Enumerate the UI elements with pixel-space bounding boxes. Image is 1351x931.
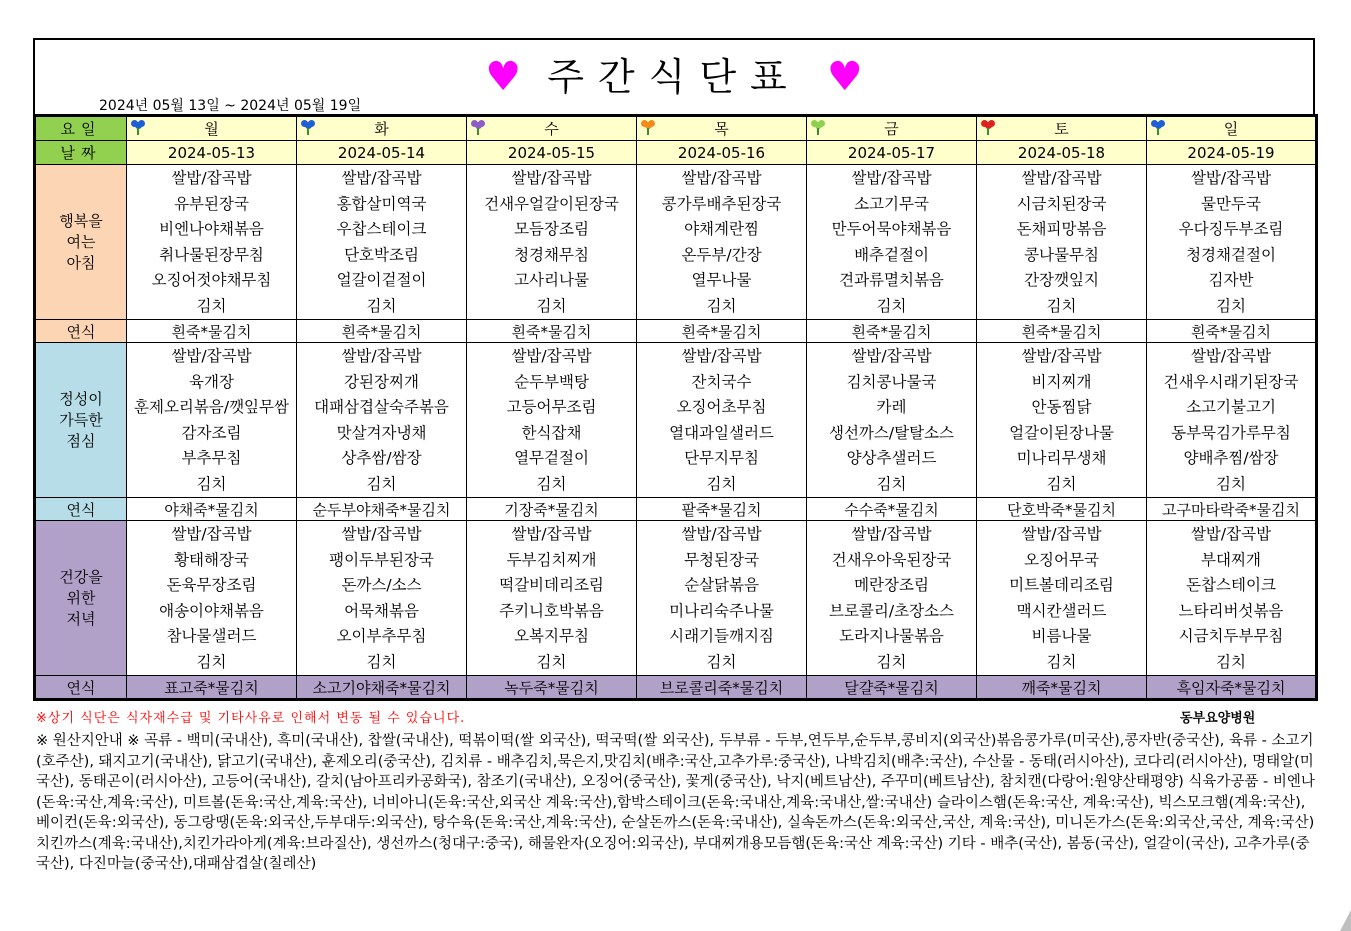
heart-icon-right: ♥	[826, 54, 863, 100]
day-header	[637, 116, 807, 141]
menu-item: 쌀밥/잡곡밥	[681, 169, 762, 187]
day-date: 2024-05-18	[977, 141, 1147, 165]
dinner-label-line: 저녁	[66, 609, 96, 628]
menu-item: 팽이두부된장국	[329, 550, 434, 569]
menu-item: 김치	[536, 652, 567, 671]
menu-item: 쌀밥/잡곡밥	[851, 347, 932, 365]
dinner-label-line: 건강을	[59, 567, 103, 586]
menu-item: 무청된장국	[684, 550, 759, 569]
dinner-label-line: 위한	[66, 588, 96, 607]
menu-item: 열무나물	[691, 271, 752, 289]
dinner-cell	[977, 521, 1147, 676]
flower-icon	[811, 120, 825, 134]
menu-item: 김치	[876, 652, 907, 671]
menu-item: 양배추찜/쌈장	[1183, 449, 1279, 467]
breakfast-cell	[467, 165, 637, 320]
lunch-label	[35, 343, 127, 498]
menu-item: 쌀밥/잡곡밥	[1021, 169, 1102, 187]
menu-item: 열무겉절이	[514, 449, 589, 467]
menu-item: 건새우시래기된장국	[1163, 372, 1299, 391]
menu-item: 도라지나물볶음	[839, 627, 944, 645]
menu-item: 쌀밥/잡곡밥	[1021, 347, 1102, 365]
dinner-cell	[637, 521, 807, 676]
origin-info: ※ 원산지안내 ※ 곡류 - 백미(국내산), 흑미(국내산), 찹쌀(국내산), 떡볶이떡(쌀 외국산), 떡국떡(쌀 외국산), 두부류 - 두부,연두부,순두부,콩비지(외국산)볶음콩가루(미국산),콩자반(중국산), 육류 - 소고기(호주산), 돼지고기(국내산), 닭고기(국내산), 훈제오리(중국산), 김치류 - 배추김치,묵은지,맛김치(배추:국산,고추가루:중국산), 나박김치(배추:국산), 수산물 - 동태(러시아산), 코다리(러시아산), 명태알(미국산), 동태곤이(러시아산), 고등어(국내산), 갈치(남아프리카공화국), 참조기(국내산), 오징어(중국산), 꽃게(중국산), 낙지(베트남산), 주꾸미(베트남산), 참치캔(다랑어:원양산태평양) 식육가공품 - 비엔나(돈육:국산,계육:국산), 미트볼(돈육:국산,계육:국산), 너비아니(돈육:국산,외국산 계육:국산),함박스테이크(돈육:국내산,계육:국내산,쌀:국내산) 슬라이스햄(돈육:국산, 계육:국산), 빅스모크햄(계육:국산), 베이컨(돈육:외국산), 동그랑땡(돈육:외국산,두부대두:외국산), 탕수육(돈육:국산,계육:국산), 순살돈까스(돈육:국내산), 실속돈까스(돈육:외국산,국산, 계육:국산), 미니돈가스(돈육:외국산,국산, 계육:국산) 치킨까스(계육:국내산),치킨가라아게(계육:브라질산), 생선까스(청대구:중국), 해물완자(오징어:외국산), 부대찌개용모듬햄(돈육:국산 계육:국산) 기타 - 배추(국산), 봄동(국산), 얼갈이(국산), 고추가루(중국산), 다진마늘(중국산),대패삼겹살(칠레산)	[36, 733, 1315, 872]
menu-item: 두부김치찌개	[506, 550, 597, 569]
menu-item: 돈까스/소스	[341, 576, 422, 594]
menu-item: 강된장찌개	[344, 372, 419, 391]
menu-item: 김자반	[1208, 271, 1254, 289]
snack-item: 순두부야채죽*물김치	[297, 498, 467, 521]
menu-item: 청경채겉절이	[1186, 245, 1276, 264]
menu-item: 김치	[196, 296, 227, 315]
flower-icon	[131, 120, 145, 134]
breakfast-label-line: 행복을	[59, 211, 103, 230]
menu-item: 순두부백탕	[514, 372, 589, 391]
day-name: 일	[1223, 120, 1239, 138]
snack-item: 흰죽*물김치	[977, 320, 1147, 343]
day-row	[35, 116, 1317, 141]
menu-item: 김치	[876, 296, 907, 315]
day-label: 요일	[35, 116, 127, 141]
day-name: 월	[204, 120, 219, 138]
menu-item: 상추쌈/쌈장	[341, 449, 422, 467]
menu-item: 쌀밥/잡곡밥	[681, 525, 762, 543]
date-label: 날짜	[35, 141, 127, 165]
menu-item: 취나물된장무침	[159, 245, 264, 264]
snack-item: 수수죽*물김치	[807, 498, 977, 521]
day-date: 2024-05-16	[637, 141, 807, 165]
menu-item: 오복지무침	[514, 627, 589, 645]
menu-item: 브로콜리/초장소스	[828, 601, 954, 620]
snack-item: 기장죽*물김치	[467, 498, 637, 521]
menu-item: 쌀밥/잡곡밥	[171, 347, 252, 365]
day-date: 2024-05-17	[807, 141, 977, 165]
snack-item: 브로콜리죽*물김치	[637, 676, 807, 700]
breakfast-cell	[127, 165, 297, 320]
menu-item: 콩나물무침	[1024, 245, 1099, 264]
menu-item: 쌀밥/잡곡밥	[341, 525, 422, 543]
menu-item: 단호박조림	[344, 245, 419, 264]
dinner-cell	[127, 521, 297, 676]
menu-item: 오이부추무침	[336, 627, 427, 645]
menu-item: 동부묵김가루무침	[1171, 423, 1291, 442]
menu-item: 김치	[536, 474, 567, 493]
breakfast-label	[35, 165, 127, 320]
menu-item: 맥시칸샐러드	[1016, 601, 1107, 620]
menu-item: 온두부/간장	[681, 245, 762, 264]
lunch-cell	[1147, 343, 1317, 498]
menu-item: 주키니호박볶음	[499, 601, 604, 620]
menu-item: 한식잡채	[521, 423, 582, 442]
day-header	[1147, 116, 1317, 141]
snack-item: 달걀죽*물김치	[807, 676, 977, 700]
dinner-snack-row	[35, 676, 1317, 700]
menu-item: 쌀밥/잡곡밥	[1021, 525, 1102, 543]
menu-item: 열대과일샐러드	[669, 423, 774, 442]
menu-item: 대패삼겹살숙주볶음	[314, 398, 449, 416]
snack-item: 표고죽*물김치	[127, 676, 297, 700]
snack-item: 소고기야채죽*물김치	[297, 676, 467, 700]
dinner-label	[35, 521, 127, 676]
menu-item: 김치	[366, 474, 397, 493]
snack-item: 흰죽*물김치	[127, 320, 297, 343]
menu-item: 부추무침	[181, 449, 242, 467]
breakfast-label-line: 여는	[66, 232, 96, 251]
menu-item: 김치	[1216, 474, 1246, 493]
menu-item: 물만두국	[1201, 194, 1261, 213]
day-name: 토	[1054, 120, 1069, 138]
menu-item: 김치	[1216, 296, 1246, 315]
lunch-snack-row	[35, 498, 1317, 521]
menu-item: 안동찜닭	[1031, 398, 1092, 416]
menu-item: 메란장조림	[854, 576, 929, 594]
menu-item: 배추겉절이	[854, 245, 929, 264]
snack-item: 흑임자죽*물김치	[1147, 676, 1317, 700]
snack-item: 야채죽*물김치	[127, 498, 297, 521]
snack-item: 녹두죽*물김치	[467, 676, 637, 700]
menu-item: 오징어무국	[1024, 550, 1099, 569]
day-name: 화	[374, 120, 389, 138]
heart-icon-left: ♥	[485, 54, 522, 100]
menu-item: 고등어무조림	[506, 398, 597, 416]
menu-item: 애송이야채볶음	[159, 601, 264, 620]
menu-item: 만두어묵야채볶음	[831, 220, 952, 238]
menu-item: 돈찹스테이크	[1186, 576, 1276, 594]
menu-item: 유부된장국	[174, 194, 249, 213]
menu-item: 쌀밥/잡곡밥	[681, 347, 762, 365]
lunch-cell	[297, 343, 467, 498]
menu-item: 쌀밥/잡곡밥	[851, 169, 932, 187]
snack-item: 단호박죽*물김치	[977, 498, 1147, 521]
menu-item: 미나리숙주나물	[669, 601, 774, 620]
day-name: 수	[544, 120, 559, 138]
day-name: 목	[714, 120, 729, 138]
lunch-snack-label: 연식	[35, 498, 127, 521]
flower-icon	[981, 120, 995, 134]
menu-item: 건새우얼갈이된장국	[484, 194, 619, 213]
day-header	[977, 116, 1147, 141]
menu-item: 김치	[876, 474, 907, 493]
menu-sheet	[33, 38, 1315, 701]
menu-item: 쌀밥/잡곡밥	[511, 347, 592, 365]
menu-item: 쌀밥/잡곡밥	[1190, 347, 1272, 365]
flower-icon	[641, 120, 655, 134]
menu-item: 느타리버섯볶음	[1178, 601, 1284, 620]
menu-item: 오징어젓야채무침	[151, 271, 272, 289]
snack-item: 깨죽*물김치	[977, 676, 1147, 700]
menu-item: 쌀밥/잡곡밥	[171, 525, 252, 543]
menu-item: 돈육무장조림	[166, 576, 257, 594]
menu-table	[33, 114, 1318, 701]
day-date: 2024-05-19	[1147, 141, 1317, 165]
lunch-cell	[977, 343, 1147, 498]
menu-item: 돈채피망볶음	[1016, 220, 1107, 238]
day-name: 금	[884, 120, 899, 138]
breakfast-snack-label: 연식	[35, 320, 127, 343]
menu-item: 쌀밥/잡곡밥	[341, 347, 422, 365]
menu-item: 건새우아욱된장국	[831, 550, 952, 569]
menu-item: 소고기불고기	[1186, 398, 1276, 416]
breakfast-cell	[807, 165, 977, 320]
menu-item: 김치	[196, 652, 227, 671]
lunch-label-line: 정성이	[59, 389, 103, 408]
menu-item: 고사리나물	[514, 271, 589, 289]
menu-item: 야채계란찜	[684, 220, 759, 238]
snack-item: 흰죽*물김치	[637, 320, 807, 343]
menu-item: 미나리무생채	[1016, 449, 1107, 467]
menu-item: 김치	[196, 474, 227, 493]
menu-item: 비엔나야채볶음	[159, 220, 264, 238]
breakfast-cell	[637, 165, 807, 320]
menu-item: 쌀밥/잡곡밥	[171, 169, 252, 187]
menu-item: 참나물샐러드	[166, 627, 257, 645]
day-header	[807, 116, 977, 141]
breakfast-row	[35, 165, 1317, 320]
lunch-cell	[127, 343, 297, 498]
day-header	[467, 116, 637, 141]
menu-item: 소고기무국	[854, 194, 929, 213]
menu-item: 어묵채볶음	[344, 601, 419, 620]
dinner-cell	[807, 521, 977, 676]
lunch-cell	[467, 343, 637, 498]
page-corner	[1340, 910, 1351, 931]
breakfast-cell	[1147, 165, 1317, 320]
menu-item: 단무지무침	[684, 449, 759, 467]
day-header	[127, 116, 297, 141]
menu-item: 간장깻잎지	[1024, 271, 1099, 289]
notice-text: ※상기 식단은 식자재수급 및 기타사유로 인해서 변동 될 수 있습니다.	[36, 711, 466, 726]
lunch-row	[35, 343, 1317, 498]
snack-item: 흰죽*물김치	[807, 320, 977, 343]
menu-item: 얼갈이된장나물	[1009, 423, 1114, 442]
menu-item: 김치	[1046, 652, 1077, 671]
date-row	[35, 141, 1317, 165]
lunch-cell	[807, 343, 977, 498]
menu-item: 카레	[876, 398, 907, 416]
flower-icon	[471, 120, 485, 134]
snack-item: 흰죽*물김치	[297, 320, 467, 343]
date-range: 2024년 05월 13일 ~ 2024년 05월 19일	[99, 98, 362, 114]
title-box	[33, 38, 1315, 114]
day-date: 2024-05-15	[467, 141, 637, 165]
menu-item: 시금치두부무침	[1178, 627, 1284, 645]
snack-item: 고구마타락죽*물김치	[1147, 498, 1317, 521]
menu-item: 쌀밥/잡곡밥	[341, 169, 422, 187]
menu-item: 우찹스테이크	[336, 220, 427, 238]
menu-item: 김치	[1216, 652, 1246, 671]
menu-item: 양상추샐러드	[846, 449, 937, 467]
menu-item: 잔치국수	[691, 372, 752, 391]
menu-item: 김치	[366, 296, 397, 315]
menu-item: 김치	[706, 296, 737, 315]
day-date: 2024-05-13	[127, 141, 297, 165]
breakfast-cell	[977, 165, 1147, 320]
title-text: 주간식단표	[547, 55, 801, 99]
menu-item: 훈제오리볶음/깻잎무쌈	[134, 398, 289, 416]
dinner-cell	[1147, 521, 1317, 676]
breakfast-label-line: 아침	[66, 253, 96, 272]
breakfast-snack-row	[35, 320, 1317, 343]
dinner-cell	[467, 521, 637, 676]
menu-item: 홍합살미역국	[336, 194, 427, 213]
flower-icon	[1151, 120, 1165, 134]
menu-item: 얼갈이겉절이	[336, 271, 427, 289]
menu-item: 순살닭볶음	[684, 576, 759, 594]
menu-item: 육개장	[189, 372, 234, 391]
menu-item: 쌀밥/잡곡밥	[511, 169, 592, 187]
menu-item: 시래기들깨지짐	[669, 627, 774, 645]
snack-item: 흰죽*물김치	[1147, 320, 1317, 343]
menu-item: 비름나물	[1031, 627, 1092, 645]
snack-item: 흰죽*물김치	[467, 320, 637, 343]
hospital-name: 동부요양병원	[1180, 711, 1256, 726]
menu-item: 미트볼데리조림	[1009, 576, 1114, 594]
menu-item: 콩가루배추된장국	[661, 194, 782, 213]
dinner-row	[35, 521, 1317, 676]
snack-item: 팥죽*물김치	[637, 498, 807, 521]
menu-item: 청경채무침	[514, 245, 589, 264]
menu-item: 쌀밥/잡곡밥	[511, 525, 592, 543]
breakfast-cell	[297, 165, 467, 320]
menu-item: 부대찌개	[1201, 550, 1261, 569]
menu-item: 견과류멸치볶음	[839, 271, 944, 289]
page-title	[35, 46, 1313, 101]
menu-item: 맛살겨자냉채	[336, 423, 427, 442]
menu-item: 떡갈비데리조림	[499, 576, 604, 594]
menu-item: 우다징두부조림	[1178, 220, 1284, 238]
menu-item: 김치	[1046, 474, 1077, 493]
lunch-label-line: 점심	[66, 431, 96, 450]
menu-item: 쌀밥/잡곡밥	[851, 525, 932, 543]
menu-item: 김치	[1046, 296, 1077, 315]
day-header	[297, 116, 467, 141]
menu-item: 비지찌개	[1031, 372, 1092, 391]
menu-item: 김치	[706, 474, 737, 493]
lunch-label-line: 가득한	[59, 410, 103, 429]
menu-item: 김치콩나물국	[846, 372, 937, 391]
menu-item: 쌀밥/잡곡밥	[1190, 525, 1272, 543]
menu-item: 모듬장조림	[514, 220, 589, 238]
dinner-snack-label: 연식	[35, 676, 127, 700]
menu-item: 황태해장국	[174, 550, 249, 569]
menu-item: 오징어초무침	[676, 398, 767, 416]
menu-item: 김치	[706, 652, 737, 671]
menu-item: 김치	[366, 652, 397, 671]
menu-item: 생선까스/탈탈소스	[828, 423, 954, 442]
menu-item: 시금치된장국	[1016, 194, 1107, 213]
menu-item: 쌀밥/잡곡밥	[1190, 169, 1272, 187]
menu-item: 김치	[536, 296, 567, 315]
dinner-cell	[297, 521, 467, 676]
flower-icon	[301, 120, 315, 134]
menu-item: 감자조림	[181, 423, 242, 442]
day-date: 2024-05-14	[297, 141, 467, 165]
lunch-cell	[637, 343, 807, 498]
